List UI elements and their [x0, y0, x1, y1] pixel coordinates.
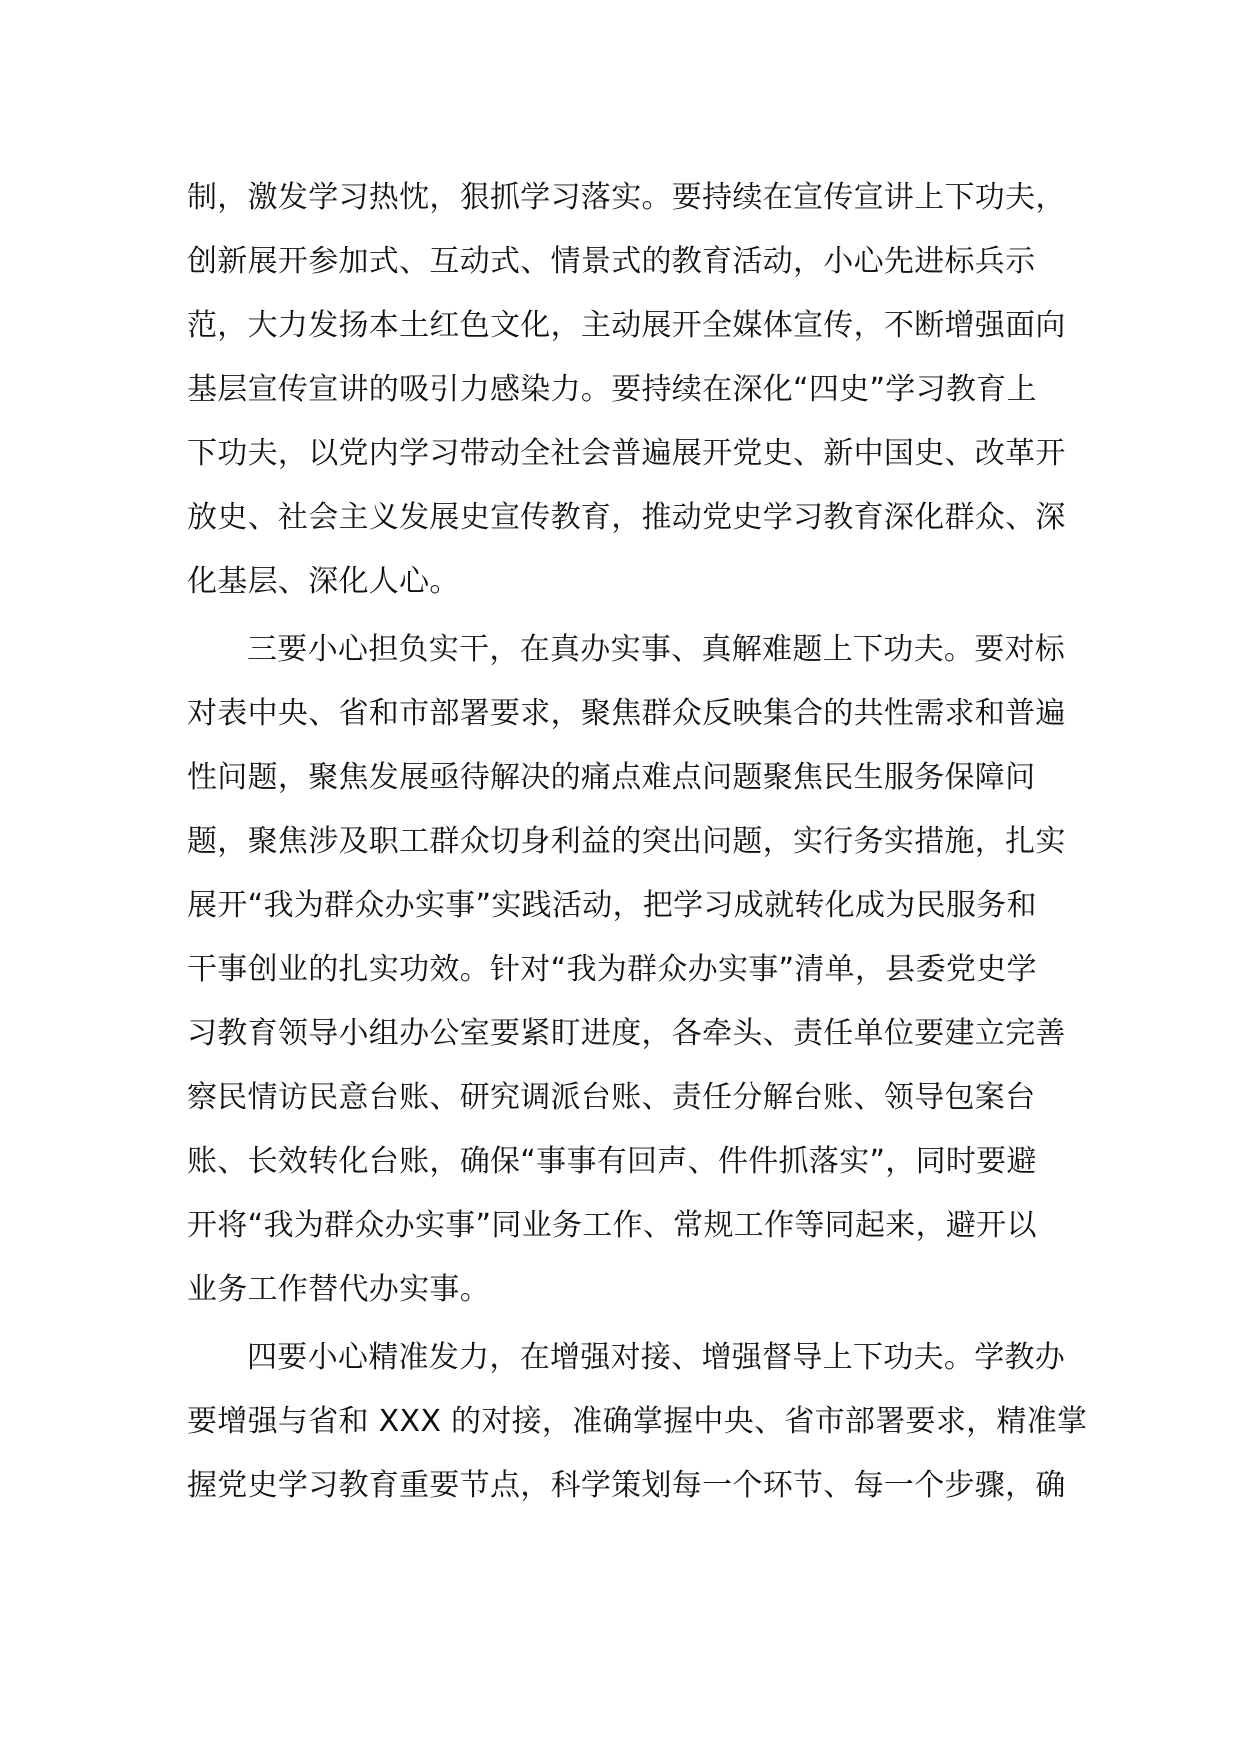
text-line: 握党史学习教育重要节点，科学策划每一个环节、每一个步骤，确: [187, 1468, 1066, 1503]
text-line: 对表中央、省和市部署要求，聚焦群众反映集合的共性需求和普遍: [187, 696, 1066, 731]
body-text: [187, 166, 1088, 1518]
text-line: 要增强与省和 XXX 的对接，准确掌握中央、省市部署要求，精准掌: [187, 1404, 1088, 1439]
text-line: 展开“我为群众办实事”实践活动，把学习成就转化成为民服务和: [187, 888, 1037, 923]
text-line: 基层宣传宣讲的吸引力感染力。要持续在深化“四史”学习教育上: [187, 372, 1037, 407]
text-line: 制，激发学习热忱，狠抓学习落实。要持续在宣传宣讲上下功夫，: [187, 180, 1066, 215]
text-line: 下功夫，以党内学习带动全社会普遍展开党史、新中国史、改革开: [187, 436, 1066, 471]
paragraph-3: [187, 1326, 1088, 1518]
text-line: 放史、社会主义发展史宣传教育，推动党史学习教育深化群众、深: [187, 500, 1066, 535]
paragraph-2: [187, 618, 1067, 1322]
text-line: 性问题，聚焦发展亟待解决的痛点难点问题聚焦民生服务保障问: [187, 760, 1036, 795]
text-line: 开将“我为群众办实事”同业务工作、常规工作等同起来，避开以: [187, 1208, 1037, 1243]
text-line: 题，聚焦涉及职工群众切身利益的突出问题，实行务实措施，扎实: [187, 824, 1066, 859]
text-line: 四要小心精准发力，在增强对接、增强督导上下功夫。学教办: [247, 1340, 1066, 1375]
text-line: 察民情访民意台账、研究调派台账、责任分解台账、领导包案台: [187, 1080, 1036, 1115]
text-line: 范，大力发扬本土红色文化，主动展开全媒体宣传，不断增强面向: [187, 308, 1066, 343]
text-line: 三要小心担负实干，在真办实事、真解难题上下功夫。要对标: [247, 632, 1066, 667]
text-line: 账、长效转化台账，确保“事事有回声、件件抓落实”，同时要避: [187, 1144, 1037, 1179]
paragraph-1: [187, 166, 1067, 614]
text-line: 业务工作替代办实事。: [187, 1272, 490, 1307]
text-line: 习教育领导小组办公室要紧盯进度，各牵头、责任单位要建立完善: [187, 1016, 1066, 1051]
text-line: 干事创业的扎实功效。针对“我为群众办实事”清单，县委党史学: [187, 952, 1037, 987]
text-line: 化基层、深化人心。: [187, 564, 460, 599]
text-line: 创新展开参加式、互动式、情景式的教育活动，小心先进标兵示: [187, 244, 1036, 279]
